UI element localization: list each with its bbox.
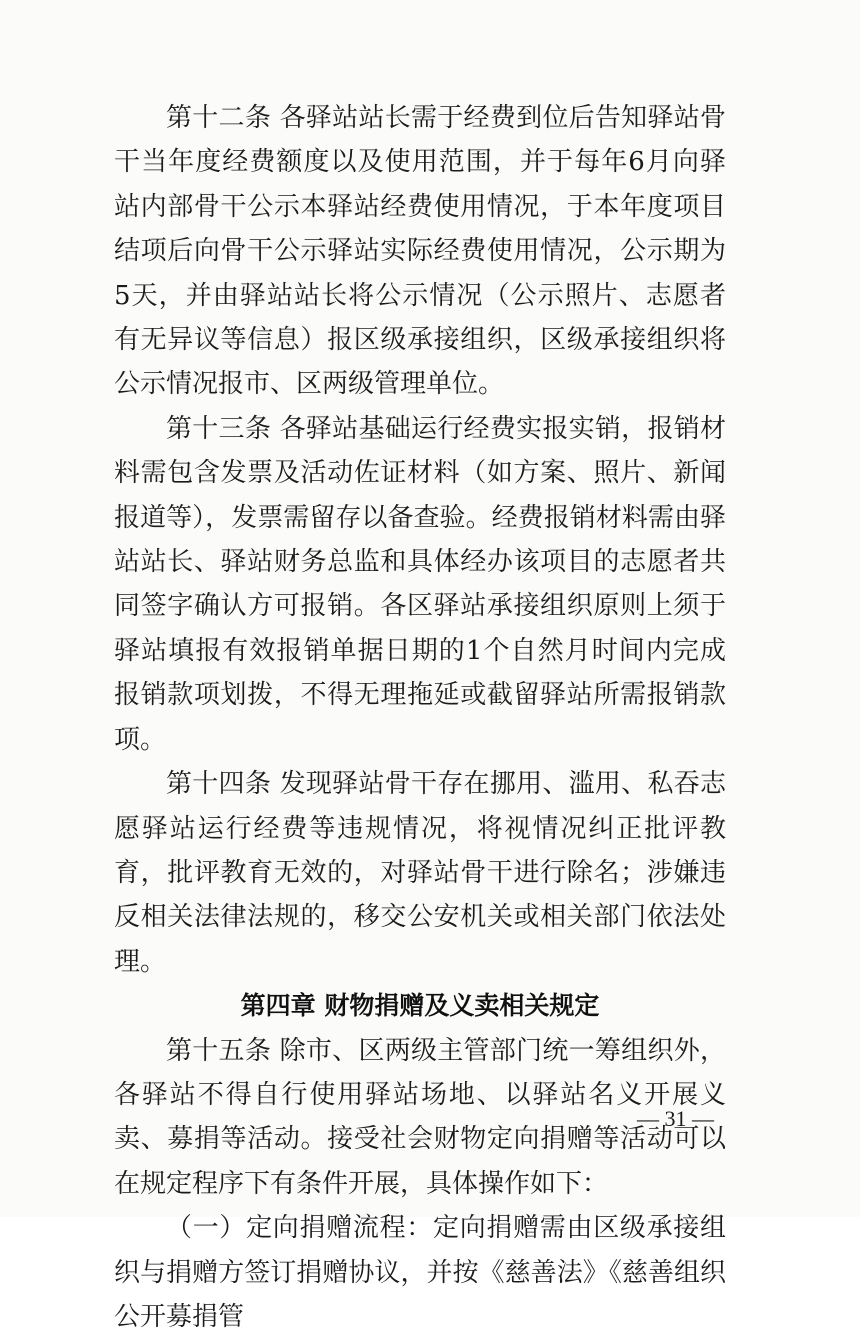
article-12-paragraph: 第十二条 各驿站站长需于经费到位后告知驿站骨干当年度经费额度以及使用范围，并于每年6月向驿站内部骨干公示本驿站经费使用情况，于本年度项目结项后向骨干公示驿站实际经费使用情况，公示期为5天，并由驿站站长将公示情况（公示照片、志愿者有无异议等信息）报区级承接组织，区级承接组织将公示情况报市、区两级管理单位。: [114, 103, 726, 400]
article-15-paragraph: 第十五条 除市、区两级主管部门统一筹组织外，各驿站不得自行使用驿站场地、以驿站名义开展义卖、募捐等活动。接受社会财物定向捐赠等活动可以在规定程序下有条件开展，具体操作如下：: [114, 1035, 726, 1199]
chapter-4-heading: 第四章 财物捐赠及义卖相关规定: [240, 991, 600, 1021]
article-14-paragraph: 第十四条 发现驿站骨干存在挪用、滥用、私吞志愿驿站运行经费等违规情况，将视情况纠正批评教育，批评教育无效的，对驿站骨干进行除名；涉嫌违反相关法律法规的，移交公安机关或相关部门依法处理。: [114, 769, 726, 977]
page-number: — 31 —: [637, 1106, 714, 1131]
document-body: [114, 96, 726, 1339]
article-13-paragraph: 第十三条 各驿站基础运行经费实报实销，报销材料需包含发票及活动佐证材料（如方案、照片、新闻报道等），发票需留存以备查验。经费报销材料需由驿站站长、驿站财务总监和具体经办该项目的志愿者共同签字确认方可报销。各区驿站承接组织原则上须于驿站填报有效报销单据日期的1个自然月时间内完成报销款项划拨，不得无理拖延或截留驿站所需报销款项。: [114, 413, 726, 755]
item-1-paragraph: （一）定向捐赠流程：定向捐赠需由区级承接组织与捐赠方签订捐赠协议，并按《慈善法》《慈善组织公开募捐管: [114, 1213, 726, 1332]
